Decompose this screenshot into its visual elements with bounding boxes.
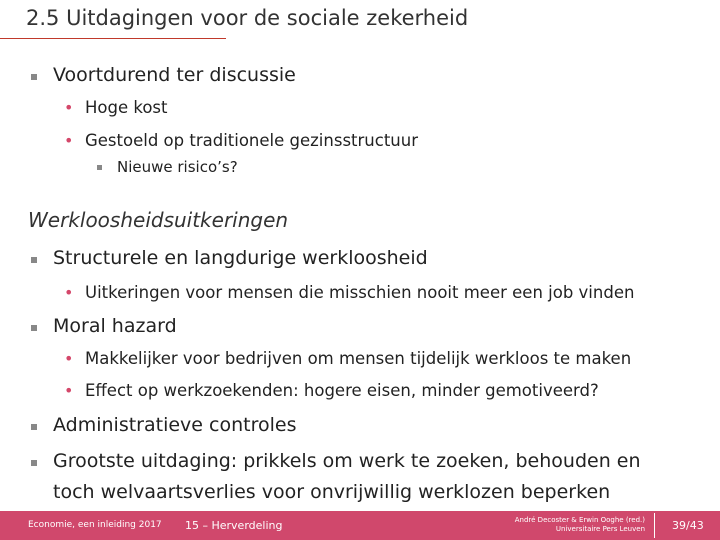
slide-title: 2.5 Uitdagingen voor de sociale zekerheid <box>26 6 469 30</box>
bullet-voortdurend: Voortdurend ter discussie <box>53 64 296 86</box>
footer-authors <box>500 516 645 534</box>
dot-bullet-icon: • <box>64 131 74 150</box>
page-number: 39/43 <box>672 519 704 532</box>
item-effect: Effect op werkzoekenden: hogere eisen, minder gemotiveerd? <box>85 381 599 400</box>
bullet-structurele: Structurele en langdurige werkloosheid <box>53 247 428 269</box>
bullet-moral-hazard: Moral hazard <box>53 315 177 337</box>
dot-bullet-icon: • <box>64 349 74 368</box>
square-bullet-icon <box>31 257 37 263</box>
dot-bullet-icon: • <box>64 98 74 117</box>
dot-bullet-icon: • <box>64 283 74 302</box>
bullet-grootste-line2: toch welvaartsverlies voor onvrijwillig werklozen beperken <box>53 481 611 503</box>
square-bullet-icon <box>31 424 37 430</box>
footer-authors-line2: Universitaire Pers Leuven <box>555 525 645 533</box>
footer-chapter: 15 – Herverdeling <box>185 519 283 532</box>
footer-bar <box>0 511 720 540</box>
sub-item-nieuwe-risicos: Nieuwe risico’s? <box>117 158 238 176</box>
section-title-werkloosheid: Werkloosheidsuitkeringen <box>28 208 289 232</box>
item-uitkeringen: Uitkeringen voor mensen die misschien nooit meer een job vinden <box>85 283 635 302</box>
dot-bullet-icon: • <box>64 381 74 400</box>
footer-divider <box>654 513 655 538</box>
footer-book-title: Economie, een inleiding 2017 <box>28 520 162 530</box>
bullet-administratieve: Administratieve controles <box>53 414 297 436</box>
footer-authors-line1: André Decoster & Erwin Ooghe (red.) <box>514 516 645 524</box>
title-underline <box>0 38 226 39</box>
bullet-grootste-line1: Grootste uitdaging: prikkels om werk te zoeken, behouden en <box>53 450 641 472</box>
square-bullet-icon <box>31 325 37 331</box>
item-makkelijker: Makkelijker voor bedrijven om mensen tijdelijk werkloos te maken <box>85 349 632 368</box>
item-gezinsstructuur: Gestoeld op traditionele gezinsstructuur <box>85 131 418 150</box>
square-bullet-icon <box>31 74 37 80</box>
item-hoge-kost: Hoge kost <box>85 98 168 117</box>
square-bullet-icon <box>31 460 37 466</box>
square-bullet-icon <box>97 165 102 170</box>
